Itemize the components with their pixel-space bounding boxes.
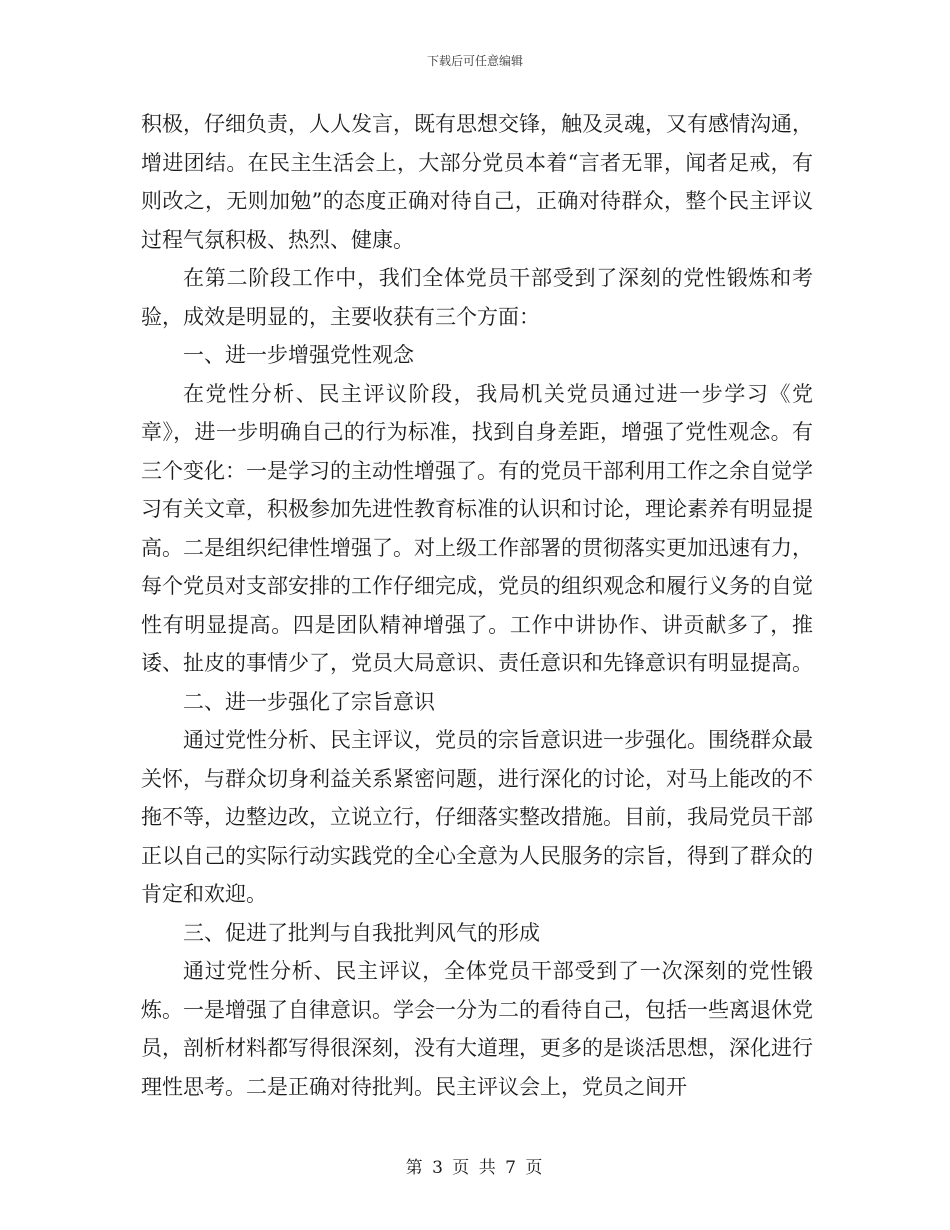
section-heading-2: 二、进一步强化了宗旨意识 bbox=[183, 689, 435, 714]
document-body bbox=[141, 105, 813, 1106]
paragraph-section-3: 通过党性分析、民主评议，全体党员干部受到了一次深刻的党性锻炼。一是增强了自律意识。学会一分为二的看待自己，包括一些离退休党员，剖析材料都写得很深刻，没有大道理，更多的是谈活思想，深化进行理性思考。二是正确对待批判。民主评议会上，党员之间开 bbox=[141, 959, 813, 1099]
section-heading-3: 三、促进了批判与自我批判风气的形成 bbox=[183, 920, 540, 945]
paragraph-continuation: 积极，仔细负责，人人发言，既有思想交锋，触及灵魂，又有感情沟通，增进团结。在民主生活会上，大部分党员本着“言者无罪，闻者足戒，有则改之，无则加勉”的态度正确对待自己，正确对待群众，整个民主评议过程气氛积极、热烈、健康。 bbox=[141, 112, 813, 252]
page-number: 第 3 页 共 7 页 bbox=[405, 1158, 545, 1178]
paragraph-section-1: 在党性分析、民主评议阶段，我局机关党员通过进一步学习《党章》，进一步明确自己的行为标准，找到自身差距，增强了党性观念。有三个变化：一是学习的主动性增强了。有的党员干部利用工作之余自觉学习有关文章，积极参加先进性教育标准的认识和讨论，理论素养有明显提高。二是组织纪律性增强了。对上级工作部署的贯彻落实更加迅速有力，每个党员对支部安排的工作仔细完成，党员的组织观念和履行义务的自觉性有明显提高。四是团队精神增强了。工作中讲协作、讲贡献多了，推诿、扯皮的事情少了，党员大局意识、责任意识和先锋意识有明显提高。 bbox=[141, 381, 813, 675]
paragraph-section-2: 通过党性分析、民主评议，党员的宗旨意识进一步强化。围绕群众最关怀，与群众切身利益关系紧密问题，进行深化的讨论，对马上能改的不拖不等，边整边改，立说立行，仔细落实整改措施。目前，我局党员干部正以自己的实际行动实践党的全心全意为人民服务的宗旨，得到了群众的肯定和欢迎。 bbox=[141, 728, 813, 906]
page-header: 下载后可任意编辑 bbox=[426, 54, 523, 68]
section-heading-1: 一、进一步增强党性观念 bbox=[183, 343, 414, 367]
paragraph-intro: 在第二阶段工作中，我们全体党员干部受到了深刻的党性锻炼和考验，成效是明显的，主要收获有三个方面： bbox=[141, 266, 813, 329]
